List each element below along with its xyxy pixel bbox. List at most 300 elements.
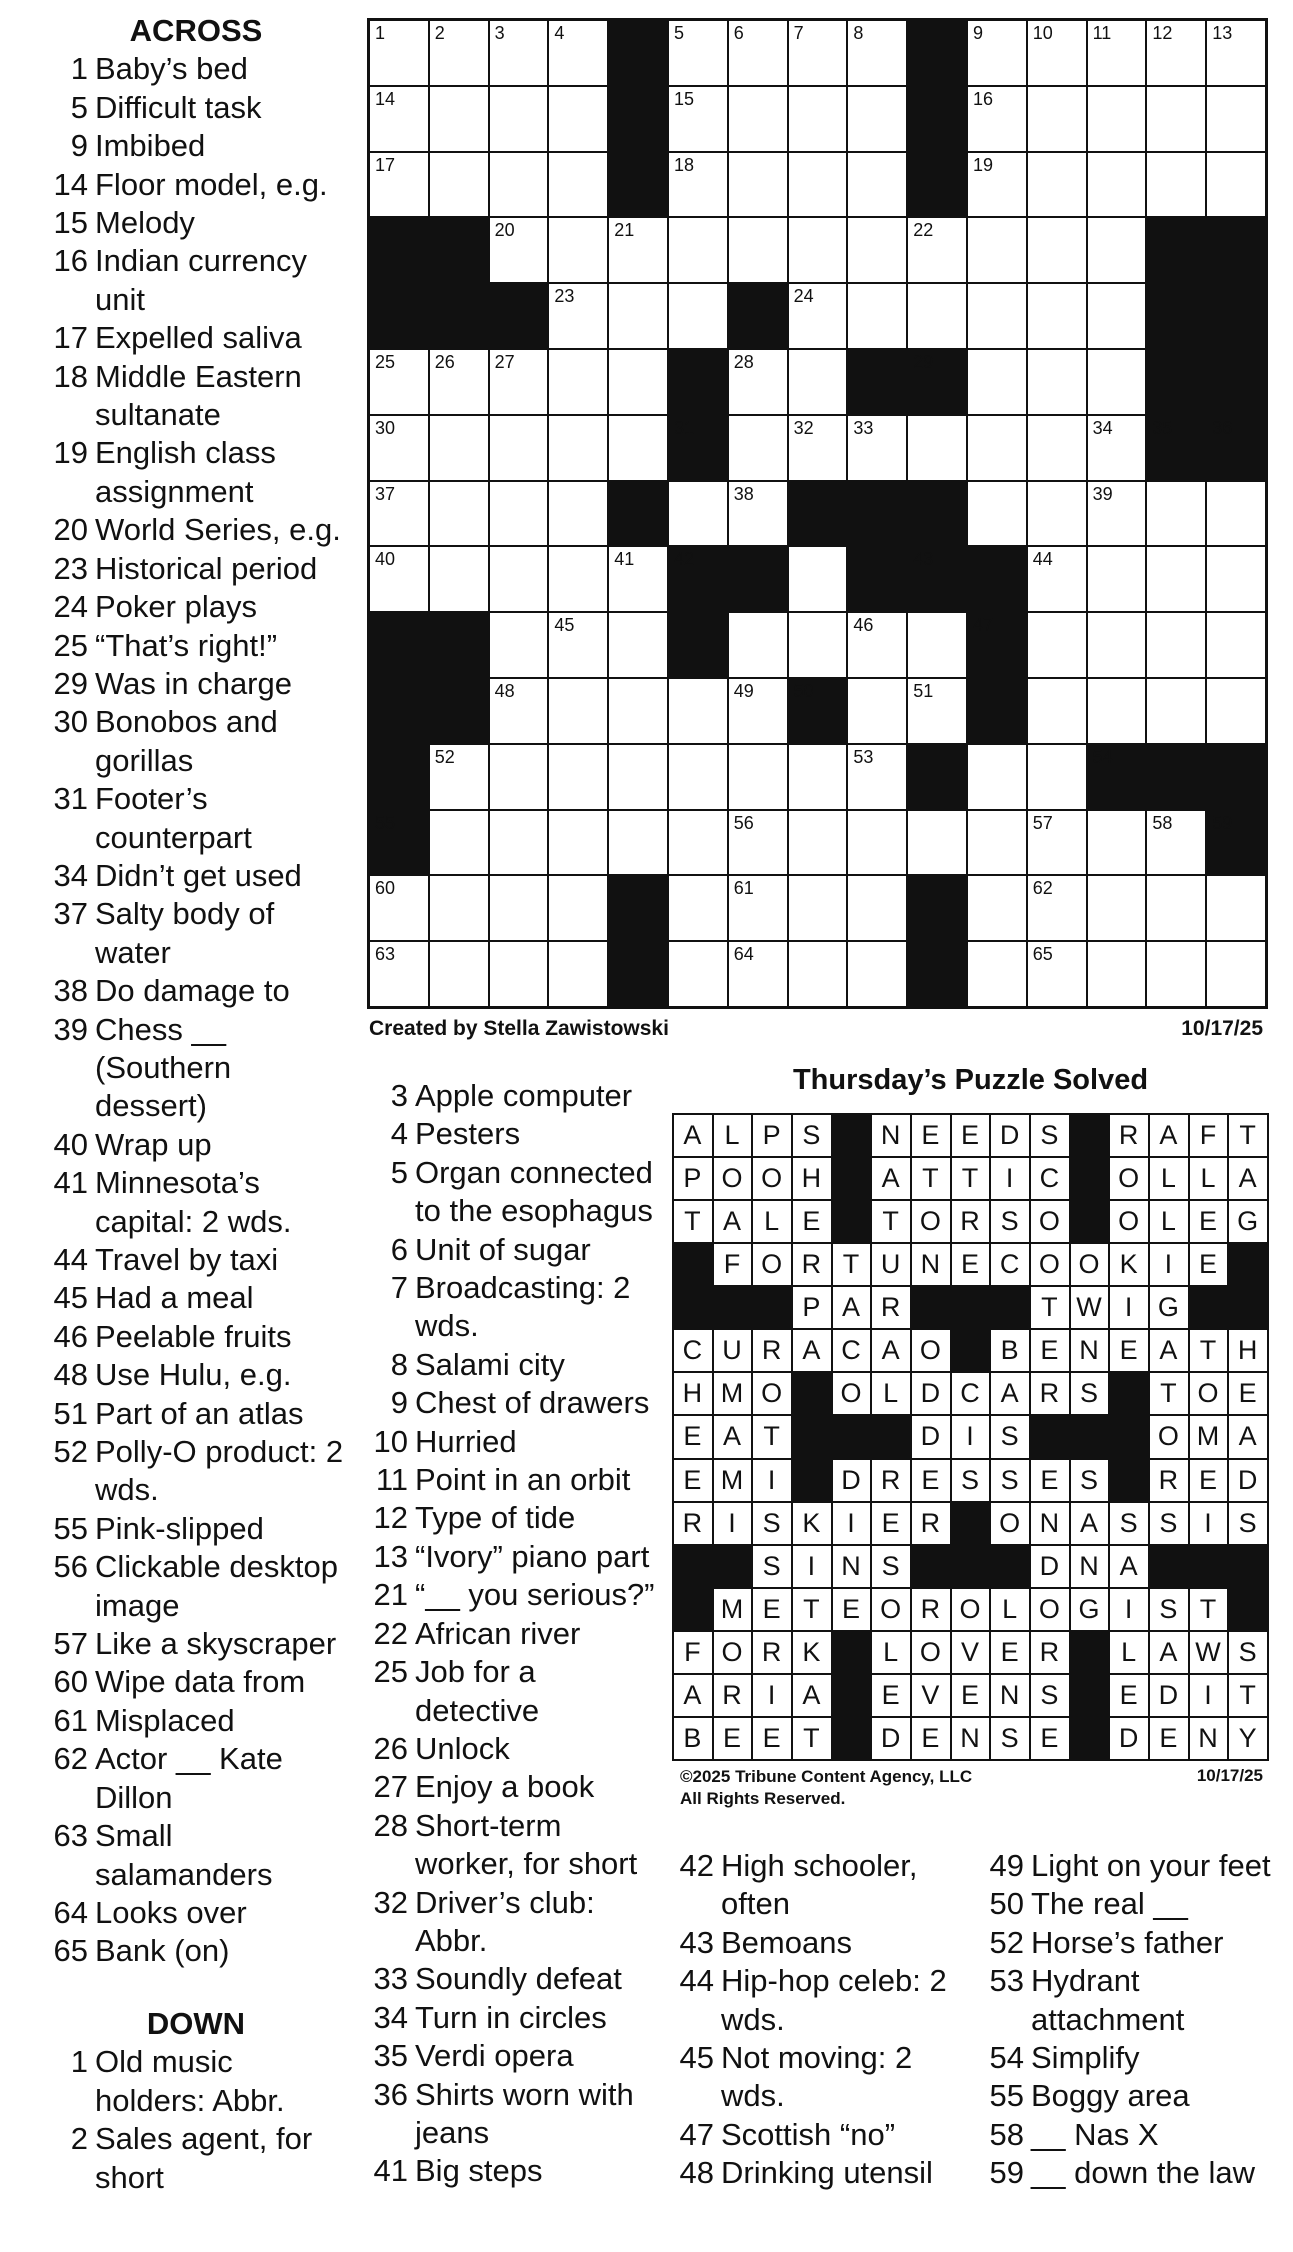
grid-cell[interactable] [490, 745, 548, 809]
solved-letter: N [952, 1718, 990, 1759]
grid-cell[interactable] [1028, 21, 1086, 85]
grid-cell[interactable] [848, 679, 906, 743]
grid-cell[interactable] [490, 87, 548, 151]
solved-black-square [833, 1115, 871, 1156]
solved-letter: O [833, 1373, 871, 1414]
clue-item [366, 1999, 666, 2037]
clue-item [366, 1346, 666, 1384]
solved-black-square [952, 1503, 990, 1544]
grid-cell[interactable] [908, 284, 966, 348]
grid-cell[interactable] [908, 613, 966, 677]
clue-item [46, 204, 346, 242]
grid-cell[interactable] [908, 811, 966, 875]
grid-cell[interactable] [729, 21, 787, 85]
grid-cell[interactable] [430, 811, 488, 875]
black-square [908, 87, 966, 151]
grid-cell[interactable] [490, 811, 548, 875]
grid-cell[interactable] [1147, 811, 1205, 875]
solved-black-square [1229, 1546, 1267, 1587]
clue-item [366, 1768, 666, 1806]
solved-letter: L [991, 1589, 1029, 1630]
grid-cell[interactable] [609, 284, 667, 348]
grid-cell[interactable] [1207, 153, 1265, 217]
grid-cell[interactable] [789, 350, 847, 414]
solved-letter: N [1190, 1718, 1228, 1759]
grid-cell[interactable] [1207, 876, 1265, 940]
grid-cell[interactable] [1028, 87, 1086, 151]
grid-cell[interactable] [370, 153, 428, 217]
grid-cell[interactable] [1028, 416, 1086, 480]
clue-item [366, 1576, 666, 1614]
grid-cell[interactable] [968, 745, 1026, 809]
grid-cell[interactable] [789, 745, 847, 809]
clue-item [366, 1154, 666, 1231]
grid-cell[interactable] [1088, 21, 1146, 85]
grid-cell[interactable] [549, 876, 607, 940]
solved-letter: D [991, 1115, 1029, 1156]
grid-cell[interactable] [789, 942, 847, 1006]
clue-item [46, 166, 346, 204]
solved-letter: S [1150, 1503, 1188, 1544]
cell-number: 3 [494, 23, 505, 43]
grid-cell[interactable] [1088, 942, 1146, 1006]
solved-letter: C [991, 1244, 1029, 1285]
grid-cell[interactable] [729, 350, 787, 414]
solved-letter: U [714, 1330, 752, 1371]
cell-number: 21 [614, 220, 635, 241]
clue-number: 53 [989, 1963, 1024, 1999]
clue-number: 45 [53, 1280, 88, 1316]
grid-cell[interactable] [1147, 679, 1205, 743]
cell-number: 46 [853, 615, 874, 636]
cell-number: 50 [793, 680, 814, 701]
grid-cell[interactable] [1147, 876, 1205, 940]
grid-cell[interactable] [1088, 153, 1146, 217]
grid-cell[interactable] [968, 942, 1026, 1006]
solved-black-square [753, 1287, 791, 1328]
clue-number: 1 [70, 2044, 88, 2080]
solved-letter: R [952, 1201, 990, 1242]
clue-text: English class assignment [95, 435, 276, 509]
clue-number: 58 [989, 2116, 1024, 2152]
grid-cell[interactable] [490, 350, 548, 414]
grid-cell[interactable] [848, 153, 906, 217]
grid-cell[interactable] [1088, 284, 1146, 348]
grid-cell[interactable] [1028, 284, 1086, 348]
grid-cell[interactable] [490, 218, 548, 282]
down-clue-list-col2 [366, 1077, 666, 2191]
grid-cell[interactable] [490, 21, 548, 85]
grid-cell[interactable] [669, 679, 727, 743]
grid-cell[interactable] [549, 21, 607, 85]
solved-letter: L [714, 1115, 752, 1156]
clue-number: 8 [390, 1346, 408, 1382]
grid-cell[interactable] [848, 416, 906, 480]
clue-text: Was in charge [95, 665, 292, 701]
grid-cell[interactable] [1207, 679, 1265, 743]
grid-cell[interactable] [968, 876, 1026, 940]
clue-item [366, 1461, 666, 1499]
solved-letter: A [714, 1416, 752, 1457]
clue-text: Wrap up [95, 1126, 212, 1162]
across-heading: ACROSS [129, 13, 263, 48]
grid-cell[interactable] [370, 482, 428, 546]
clue-number: 61 [53, 1702, 88, 1738]
grid-cell[interactable] [789, 613, 847, 677]
cell-number: 41 [614, 549, 635, 570]
solved-black-square [912, 1546, 950, 1587]
grid-cell[interactable] [669, 876, 727, 940]
grid-cell[interactable] [848, 21, 906, 85]
grid-cell[interactable] [609, 811, 667, 875]
clue-number: 9 [70, 128, 88, 164]
grid-cell[interactable] [549, 547, 607, 611]
grid-cell[interactable] [1028, 350, 1086, 414]
grid-cell[interactable] [549, 613, 607, 677]
black-square [1147, 218, 1205, 282]
grid-cell[interactable] [430, 876, 488, 940]
grid-cell[interactable] [729, 482, 787, 546]
clue-text: Hurried [415, 1423, 517, 1459]
clue-text: Driver’s club: Abbr. [415, 1884, 595, 1958]
grid-cell[interactable] [729, 876, 787, 940]
grid-cell[interactable] [490, 482, 548, 546]
cell-number: 20 [494, 220, 515, 241]
grid-cell[interactable] [549, 153, 607, 217]
grid-cell[interactable] [490, 613, 548, 677]
grid-cell[interactable] [1088, 482, 1146, 546]
grid-cell[interactable] [669, 482, 727, 546]
cell-number: 38 [733, 483, 754, 504]
grid-cell[interactable] [1088, 876, 1146, 940]
clue-item [982, 1885, 1282, 1923]
solved-letter: L [753, 1201, 791, 1242]
grid-cell[interactable] [430, 21, 488, 85]
grid-cell[interactable] [848, 284, 906, 348]
grid-cell[interactable] [848, 613, 906, 677]
solved-letter: E [912, 1460, 950, 1501]
grid-cell[interactable] [848, 942, 906, 1006]
clue-item [366, 2037, 666, 2075]
grid-cell[interactable] [370, 350, 428, 414]
grid-cell[interactable] [549, 482, 607, 546]
solved-letter: C [674, 1330, 712, 1371]
grid-cell[interactable] [669, 87, 727, 151]
clue-item [366, 1115, 666, 1153]
solved-letter: S [952, 1460, 990, 1501]
grid-cell[interactable] [1028, 547, 1086, 611]
grid-cell[interactable] [549, 745, 607, 809]
solved-letter: A [872, 1158, 910, 1199]
grid-cell[interactable] [669, 811, 727, 875]
grid-cell[interactable] [430, 416, 488, 480]
grid-cell[interactable] [430, 745, 488, 809]
grid-cell[interactable] [1088, 679, 1146, 743]
clue-text: Footer’s counterpart [95, 781, 252, 855]
clue-item [46, 665, 346, 703]
black-square [669, 547, 727, 611]
grid-cell[interactable] [490, 153, 548, 217]
grid-cell[interactable] [1207, 613, 1265, 677]
grid-cell[interactable] [729, 745, 787, 809]
grid-cell[interactable] [968, 284, 1026, 348]
black-square [370, 284, 428, 348]
clue-number: 29 [53, 665, 88, 701]
grid-cell[interactable] [848, 218, 906, 282]
grid-cell[interactable] [1088, 547, 1146, 611]
black-square [1147, 284, 1205, 348]
grid-cell[interactable] [1147, 942, 1205, 1006]
grid-cell[interactable] [789, 21, 847, 85]
grid-cell[interactable] [968, 87, 1026, 151]
grid-cell[interactable] [1028, 679, 1086, 743]
clue-text: Poker plays [95, 589, 257, 625]
grid-cell[interactable] [1028, 153, 1086, 217]
grid-cell[interactable] [490, 876, 548, 940]
grid-cell[interactable] [370, 942, 428, 1006]
grid-cell[interactable] [848, 811, 906, 875]
clue-number: 56 [53, 1549, 88, 1585]
grid-cell[interactable] [908, 218, 966, 282]
grid-cell[interactable] [609, 350, 667, 414]
clue-item [46, 319, 346, 357]
clue-number: 26 [373, 1730, 408, 1766]
clue-text: Sales agent, for short [95, 2121, 313, 2195]
grid-cell[interactable] [549, 679, 607, 743]
grid-cell[interactable] [490, 547, 548, 611]
solved-letter: S [1229, 1503, 1267, 1544]
grid-cell[interactable] [729, 87, 787, 151]
grid-cell[interactable] [370, 547, 428, 611]
cell-number: 22 [913, 220, 934, 241]
grid-cell[interactable] [729, 811, 787, 875]
grid-cell[interactable] [549, 350, 607, 414]
grid-cell[interactable] [1088, 218, 1146, 282]
grid-cell[interactable] [609, 547, 667, 611]
grid-cell[interactable] [1207, 87, 1265, 151]
clue-text: Chest of drawers [415, 1385, 650, 1421]
cell-number: 29 [913, 351, 934, 372]
grid-cell[interactable] [1147, 482, 1205, 546]
black-square [908, 153, 966, 217]
down-items-col3 [672, 1847, 972, 2193]
grid-cell[interactable] [669, 284, 727, 348]
grid-cell[interactable] [789, 811, 847, 875]
cell-number: 54 [1092, 746, 1113, 767]
grid-cell[interactable] [370, 416, 428, 480]
grid-cell[interactable] [789, 416, 847, 480]
grid-cell[interactable] [908, 679, 966, 743]
clue-number: 42 [679, 1848, 714, 1883]
cell-number: 9 [972, 23, 983, 43]
grid-cell[interactable] [430, 153, 488, 217]
grid-cell[interactable] [908, 416, 966, 480]
clue-text: Clickable desktop image [95, 1549, 338, 1623]
clue-number: 46 [53, 1318, 88, 1354]
grid-cell[interactable] [549, 284, 607, 348]
black-square [669, 613, 727, 677]
clue-item [46, 1932, 346, 1970]
solved-letter: S [1031, 1115, 1069, 1156]
solved-letter: M [714, 1373, 752, 1414]
clue-number: 60 [53, 1664, 88, 1700]
black-square [908, 745, 966, 809]
grid-cell[interactable] [1088, 87, 1146, 151]
clue-number: 17 [53, 320, 88, 356]
black-square [370, 679, 428, 743]
grid-cell[interactable] [370, 21, 428, 85]
grid-cell[interactable] [789, 547, 847, 611]
solved-letter: E [1229, 1373, 1267, 1414]
grid-cell[interactable] [1028, 482, 1086, 546]
grid-cell[interactable] [609, 679, 667, 743]
grid-cell[interactable] [490, 942, 548, 1006]
grid-cell[interactable] [549, 416, 607, 480]
clue-item [366, 1730, 666, 1768]
clue-item [46, 627, 346, 665]
clue-text: The real __ [1031, 1886, 1188, 1922]
grid-cell[interactable] [789, 153, 847, 217]
grid-cell[interactable] [968, 218, 1026, 282]
grid-cell[interactable] [729, 679, 787, 743]
grid-cell[interactable] [1028, 613, 1086, 677]
grid-cell[interactable] [848, 876, 906, 940]
clue-item [366, 1615, 666, 1653]
clue-text: Apple computer [415, 1078, 633, 1113]
grid-cell[interactable] [1147, 87, 1205, 151]
grid-cell[interactable] [490, 416, 548, 480]
clue-text: Hip-hop celeb: 2 wds. [721, 1963, 947, 2037]
solved-black-square [674, 1589, 712, 1630]
clue-text: Soundly defeat [415, 1961, 622, 1997]
cell-number: 11 [1092, 23, 1112, 43]
clue-text: Simplify [1031, 2040, 1140, 2076]
grid-cell[interactable] [370, 876, 428, 940]
grid-cell[interactable] [1207, 482, 1265, 546]
clue-number: 6 [390, 1231, 408, 1267]
grid-cell[interactable] [1147, 153, 1205, 217]
clue-item [46, 1663, 346, 1701]
grid-cell[interactable] [1147, 21, 1205, 85]
grid-cell[interactable] [789, 87, 847, 151]
solved-letter: C [1031, 1158, 1069, 1199]
cell-number: 48 [494, 680, 515, 701]
solved-black-square [1071, 1201, 1109, 1242]
solved-black-square [674, 1287, 712, 1328]
grid-cell[interactable] [968, 21, 1026, 85]
grid-cell[interactable] [1147, 613, 1205, 677]
grid-cell[interactable] [789, 218, 847, 282]
solved-letter: D [1150, 1675, 1188, 1716]
grid-cell[interactable] [1147, 547, 1205, 611]
clue-item [672, 2039, 972, 2116]
grid-cell[interactable] [549, 87, 607, 151]
grid-cell[interactable] [549, 942, 607, 1006]
grid-cell[interactable] [430, 87, 488, 151]
grid-cell[interactable] [1207, 547, 1265, 611]
grid-cell[interactable] [669, 942, 727, 1006]
grid-cell[interactable] [729, 218, 787, 282]
solved-black-square [1110, 1373, 1148, 1414]
grid-cell[interactable] [609, 218, 667, 282]
grid-cell[interactable] [370, 87, 428, 151]
grid-cell[interactable] [968, 482, 1026, 546]
solved-letter: S [1071, 1373, 1109, 1414]
clue-item [982, 2154, 1282, 2192]
clue-text: Chess __ (Southern dessert) [95, 1011, 232, 1124]
grid-cell[interactable] [549, 218, 607, 282]
grid-cell[interactable] [1088, 613, 1146, 677]
grid-cell[interactable] [729, 613, 787, 677]
clue-number: 2 [70, 2121, 88, 2157]
clue-text: Unit of sugar [415, 1231, 591, 1267]
grid-cell[interactable] [609, 613, 667, 677]
clue-item [46, 972, 346, 1010]
grid-cell[interactable] [669, 218, 727, 282]
clue-text: Travel by taxi [95, 1242, 279, 1277]
grid-cell[interactable] [968, 350, 1026, 414]
solved-black-square [1071, 1115, 1109, 1156]
grid-cell[interactable] [430, 350, 488, 414]
grid-cell[interactable] [490, 679, 548, 743]
grid-cell[interactable] [609, 416, 667, 480]
grid-cell[interactable] [1207, 21, 1265, 85]
grid-cell[interactable] [1028, 811, 1086, 875]
grid-cell[interactable] [729, 153, 787, 217]
grid-cell[interactable] [1028, 876, 1086, 940]
solved-black-square [714, 1546, 752, 1587]
clue-text: Unlock [415, 1730, 510, 1766]
grid-cell[interactable] [549, 811, 607, 875]
solved-letter: T [1150, 1373, 1188, 1414]
solved-black-square [1229, 1244, 1267, 1285]
clue-text: Melody [95, 205, 195, 241]
grid-cell[interactable] [1088, 811, 1146, 875]
solved-letter: S [1110, 1503, 1148, 1544]
grid-cell[interactable] [1028, 218, 1086, 282]
grid-cell[interactable] [430, 482, 488, 546]
clue-number: 12 [373, 1500, 408, 1536]
clue-item [46, 1740, 346, 1817]
grid-cell[interactable] [669, 21, 727, 85]
grid-cell[interactable] [1028, 745, 1086, 809]
grid-cell[interactable] [1088, 350, 1146, 414]
grid-cell[interactable] [430, 942, 488, 1006]
grid-cell[interactable] [430, 547, 488, 611]
grid-cell[interactable] [789, 284, 847, 348]
grid-cell[interactable] [609, 745, 667, 809]
solved-letter: Y [1229, 1718, 1267, 1759]
clue-number: 3 [390, 1078, 408, 1113]
grid-cell[interactable] [669, 153, 727, 217]
grid-cell[interactable] [848, 745, 906, 809]
grid-cell[interactable] [1207, 942, 1265, 1006]
grid-cell[interactable] [968, 416, 1026, 480]
grid-cell[interactable] [848, 87, 906, 151]
solved-letter: L [1190, 1158, 1228, 1199]
grid-cell[interactable] [669, 745, 727, 809]
grid-cell[interactable] [968, 811, 1026, 875]
solved-black-square [833, 1632, 871, 1673]
grid-cell[interactable] [729, 416, 787, 480]
grid-cell[interactable] [729, 942, 787, 1006]
grid-cell[interactable] [968, 153, 1026, 217]
solved-letter: M [714, 1460, 752, 1501]
grid-cell[interactable] [1028, 942, 1086, 1006]
clue-item [46, 358, 346, 435]
grid-cell[interactable] [789, 876, 847, 940]
grid-cell[interactable] [1088, 416, 1146, 480]
